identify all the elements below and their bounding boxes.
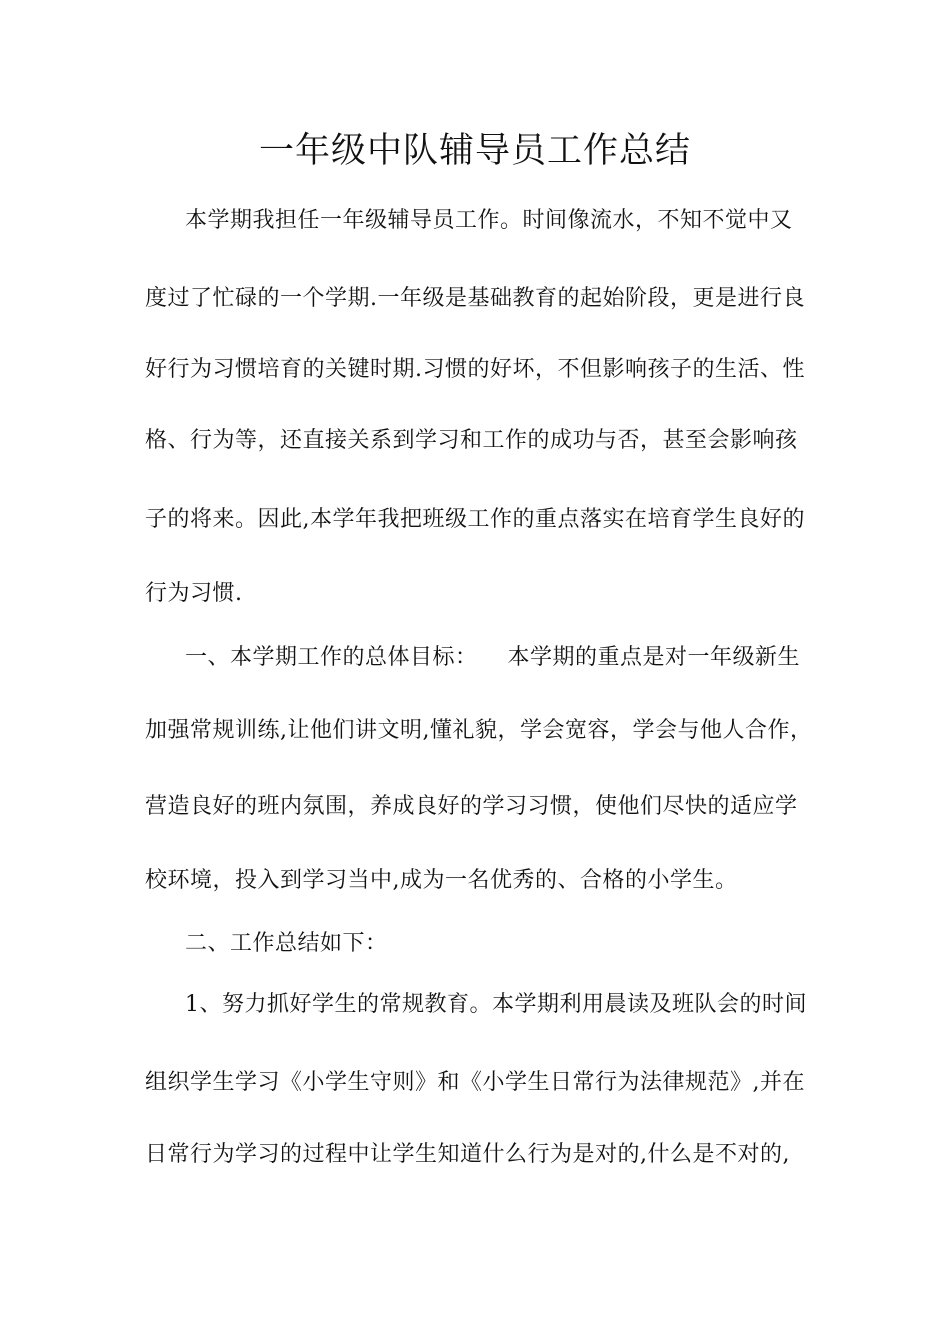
paragraph-line: 本学期我担任一年级辅导员工作。时间像流水，不知不觉中又 bbox=[185, 208, 793, 233]
paragraph-line: 行为习惯. bbox=[145, 581, 243, 606]
paragraph-line: 1、努力抓好学生的常规教育。本学期利用晨读及班队会的时间 bbox=[185, 992, 807, 1017]
paragraph-line: 子的将来。因此,本学年我把班级工作的重点落实在培育学生良好的 bbox=[145, 507, 805, 532]
section-heading-line bbox=[185, 643, 800, 673]
section-heading: 二、工作总结如下： bbox=[185, 931, 388, 956]
paragraph-text: 本学期的重点是对一年级新生 bbox=[507, 645, 801, 670]
paragraph-line: 组织学生学习《小学生守则》和《小学生日常行为法律规范》,并在 bbox=[145, 1070, 805, 1095]
paragraph-line: 格、行为等，还直接关系到学习和工作的成功与否，甚至会影响孩 bbox=[145, 428, 798, 453]
paragraph-line: 加强常规训练,让他们讲文明,懂礼貌，学会宽容，学会与他人合作， bbox=[145, 718, 813, 743]
paragraph-line: 日常行为学习的过程中让学生知道什么行为是对的,什么是不对的, bbox=[145, 1142, 790, 1167]
paragraph-line: 营造良好的班内氛围，养成良好的学习习惯，使他们尽快的适应学 bbox=[145, 794, 798, 819]
paragraph-line: 校环境，投入到学习当中,成为一名优秀的、合格的小学生。 bbox=[145, 868, 738, 893]
paragraph-line: 度过了忙碌的一个学期.一年级是基础教育的起始阶段，更是进行良 bbox=[145, 286, 805, 311]
document-title: 一年级中队辅导员工作总结 bbox=[258, 131, 691, 171]
paragraph-line: 好行为习惯培育的关键时期.习惯的好坏，不但影响孩子的生活、性 bbox=[145, 357, 805, 382]
section-heading: 一、本学期工作的总体目标： bbox=[185, 645, 478, 670]
